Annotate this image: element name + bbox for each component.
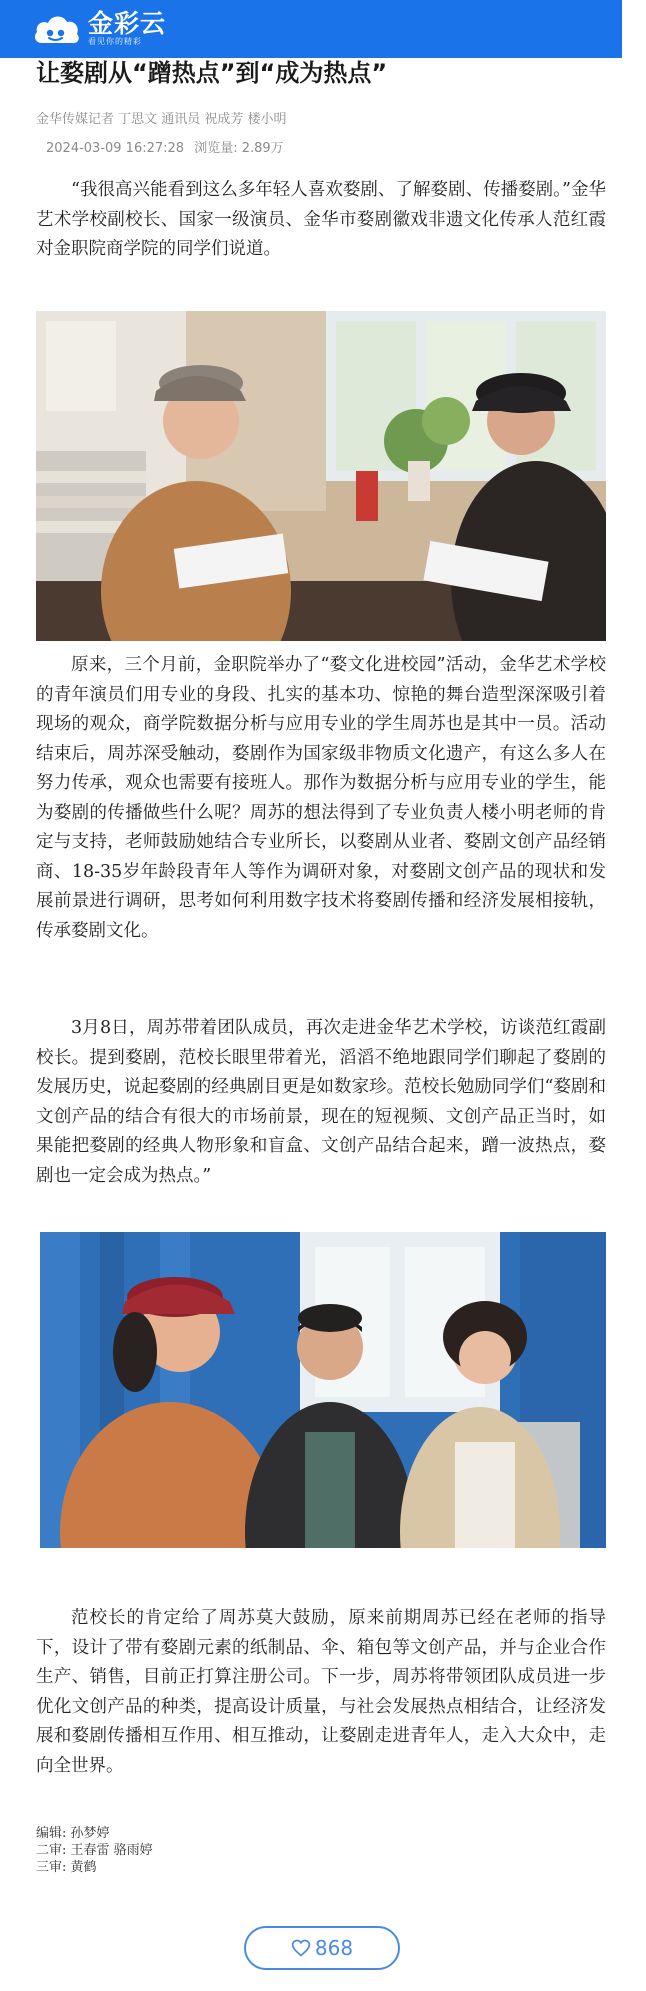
cloud-logo-icon xyxy=(32,9,82,49)
article-paragraph: 3月8日，周苏带着团队成员，再次走进金华艺术学校，访谈范红霞副校长。提到婺剧，范校长眼里带着光，滔滔不绝地跟同学们聊起了婺剧的发展历史，说起婺剧的经典剧目更是如数家珍。范校长勉励同学们“婺剧和文创产品的结合有很大的市场前景，现在的短视频、文创产品正当时，如果能把婺剧的经典人物形象和盲盒、文创产品结合起来，蹭一波热点，婺剧也一定会成为热点。” xyxy=(36,1018,606,1186)
photo-group-image xyxy=(40,1232,606,1548)
article-credits xyxy=(36,1825,153,1876)
credit-third-review: 三审: 黄鹤 xyxy=(36,1860,97,1875)
article-paragraph: “我很高兴能看到这么多年轻人喜欢婺剧、了解婺剧、传播婺剧。”金华艺术学校副校长、国家一级演员、金华市婺剧徽戏非遗文化传承人范红霞对金职院商学院的同学们说道。 xyxy=(36,180,606,259)
photo-interview-image xyxy=(36,311,606,641)
credit-second-review: 二审: 王春雷 骆雨婷 xyxy=(36,1843,153,1858)
article-title: 让婺剧从“蹭热点”到“成为热点” xyxy=(36,59,388,87)
article-meta xyxy=(46,137,284,156)
article-paragraph: 原来，三个月前，金职院举办了“婺文化进校园”活动，金华艺术学校的青年演员们用专业的身段、扎实的基本功、惊艳的舞台造型深深吸引着现场的观众，商学院数据分析与应用专业的学生周苏也是其中一员。活动结束后，周苏深受触动，婺剧作为国家级非物质文化遗产，有这么多人在努力传承，观众也需要有接班人。那作为数据分析与应用专业的学生，能为婺剧的传播做些什么呢？周苏的想法得到了专业负责人楼小明老师的肯定与支持，老师鼓励她结合专业所长，以婺剧从业者、婺剧文创产品经销商、18-35岁年龄段青年人等作为调研对象，对婺剧文创产品的现状和发展前景进行调研，思考如何利用数字技术将婺剧传播和经济发展相接轨，传承婺剧文化。 xyxy=(36,655,606,941)
brand-slogan: 看见你的精彩 xyxy=(88,37,142,46)
publish-datetime: 2024-03-09 16:27:28 xyxy=(46,141,185,156)
article-photo-group[interactable] xyxy=(40,1232,606,1548)
article-byline: 金华传媒记者 丁思文 通讯员 祝成芳 楼小明 xyxy=(36,112,287,127)
heart-icon xyxy=(291,1938,311,1958)
credit-editor: 编辑: 孙梦婷 xyxy=(36,1826,110,1841)
article-paragraph: 范校长的肯定给了周苏莫大鼓励，原来前期周苏已经在老师的指导下，设计了带有婺剧元素的纸制品、伞、箱包等文创产品，并与企业合作生产、销售，目前正打算注册公司。下一步，周苏将带领团队成员进一步优化文创产品的种类，提高设计质量，与社会发展热点相结合，让经济发展和婺剧传播相互作用、相互推动，让婺剧走进青年人，走入大众中，走向全世界。 xyxy=(36,1608,606,1776)
brand-name: 金彩云 xyxy=(88,9,167,38)
view-count: 浏览量: 2.89万 xyxy=(194,141,284,156)
like-count: 868 xyxy=(314,1936,354,1960)
brand-logo[interactable] xyxy=(32,9,166,49)
top-bar xyxy=(0,0,622,58)
like-button[interactable] xyxy=(244,1926,400,1970)
article-photo-interview[interactable] xyxy=(36,311,606,641)
